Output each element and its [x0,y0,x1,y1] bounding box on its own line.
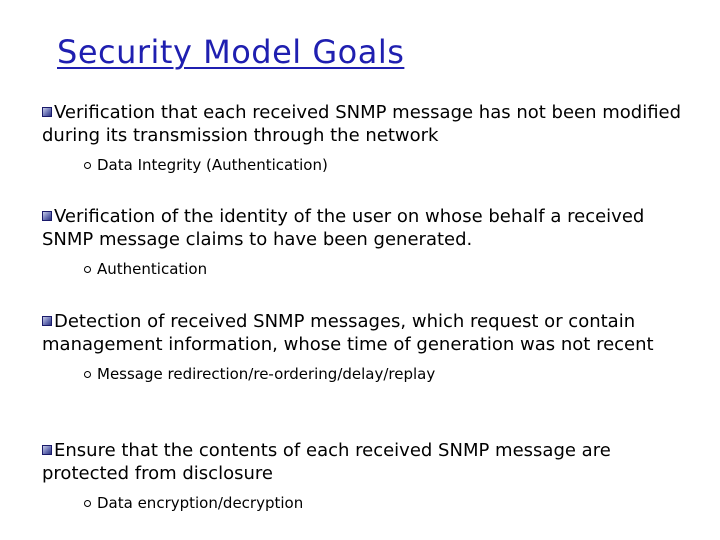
bullet-paragraph [42,205,682,251]
bullet-text: Verification that each received SNMP message has not been modified during its transmission through the network [42,102,682,146]
sub-bullet-item [84,155,682,175]
circle-bullet-icon [84,500,91,507]
circle-bullet-icon [84,162,91,169]
bullet-text: Ensure that the contents of each received SNMP message are protected from disclosure [42,440,611,484]
bullet-item [42,310,682,384]
bullet-paragraph [42,310,682,356]
slide-title: Security Model Goals [57,33,405,71]
sub-bullet-text: Authentication [97,260,208,278]
circle-bullet-icon [84,266,91,273]
bullet-paragraph [42,101,682,147]
square-bullet-icon [42,211,52,221]
sub-bullet-item [84,259,682,279]
bullet-item [42,101,682,175]
bullet-text: Detection of received SNMP messages, which request or contain management information, whose time of generation was not recent [42,311,654,355]
sub-bullet-text: Data Integrity (Authentication) [97,156,328,174]
square-bullet-icon [42,445,52,455]
circle-bullet-icon [84,371,91,378]
bullet-item [42,439,682,513]
sub-bullet-item [84,364,682,384]
bullet-paragraph [42,439,682,485]
sub-bullet-text: Data encryption/decryption [97,494,304,512]
sub-bullet-text: Message redirection/re-ordering/delay/replay [97,365,436,383]
square-bullet-icon [42,107,52,117]
square-bullet-icon [42,316,52,326]
sub-bullet-item [84,493,682,513]
bullet-item [42,205,682,279]
bullet-text: Verification of the identity of the user on whose behalf a received SNMP message claims to have been generated. [42,206,645,250]
